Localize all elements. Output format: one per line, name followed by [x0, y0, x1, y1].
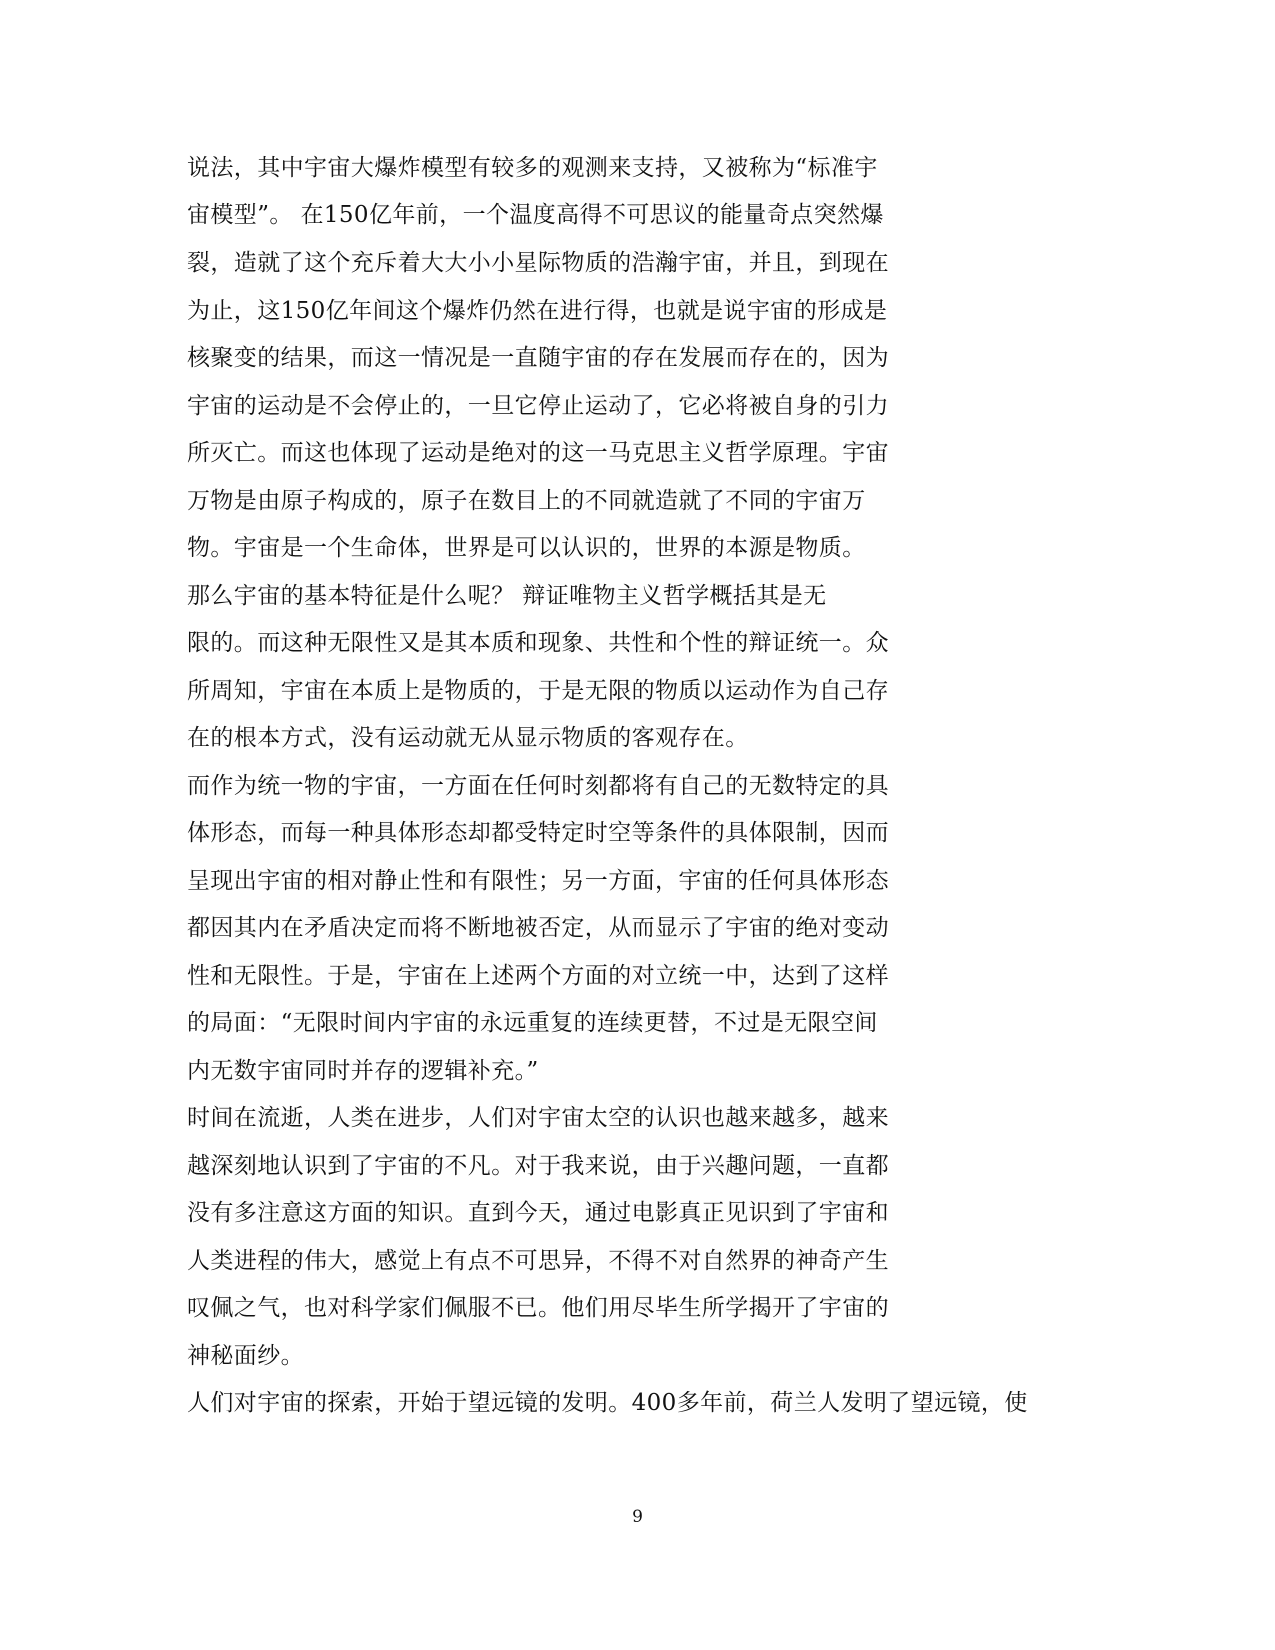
- text-line: 物。宇宙是一个生命体，世界是可以认识的，世界的本源是物质。: [187, 535, 866, 561]
- text-line: 而作为统一物的宇宙，一方面在任何时刻都将有自己的无数特定的具: [187, 773, 889, 799]
- text-line: 宙模型”。 在150亿年前，一个温度高得不可思议的能量奇点突然爆: [187, 202, 884, 228]
- text-line: 在的根本方式，没有运动就无从显示物质的客观存在。: [187, 725, 749, 751]
- text-line: 裂，造就了这个充斥着大大小小星际物质的浩瀚宇宙，并且，到现在: [187, 250, 889, 276]
- text-line: 时间在流逝，人类在进步，人们对宇宙太空的认识也越来越多，越来: [187, 1105, 889, 1131]
- text-line: 神秘面纱。: [187, 1343, 304, 1369]
- text-line: 核聚变的结果，而这一情况是一直随宇宙的存在发展而存在的，因为: [187, 345, 889, 371]
- text-line: 人类进程的伟大，感觉上有点不可思异，不得不对自然界的神奇产生: [187, 1248, 889, 1274]
- text-line: 越深刻地认识到了宇宙的不凡。对于我来说，由于兴趣问题，一直都: [187, 1153, 889, 1179]
- text-line: 那么宇宙的基本特征是什么呢？ 辩证唯物主义哲学概括其是无: [187, 583, 827, 609]
- page-number: 9: [632, 1507, 643, 1527]
- text-line: 呈现出宇宙的相对静止性和有限性；另一方面，宇宙的任何具体形态: [187, 868, 889, 894]
- text-line: 叹佩之气，也对科学家们佩服不已。他们用尽毕生所学揭开了宇宙的: [187, 1295, 889, 1321]
- text-line: 没有多注意这方面的知识。直到今天，通过电影真正见识到了宇宙和: [187, 1200, 889, 1226]
- text-line: 内无数宇宙同时并存的逻辑补充。”: [187, 1058, 539, 1084]
- text-line: 人们对宇宙的探索，开始于望远镜的发明。400多年前，荷兰人发明了望远镜，使: [187, 1390, 1028, 1416]
- text-line: 性和无限性。于是，宇宙在上述两个方面的对立统一中，达到了这样: [187, 963, 889, 989]
- text-line: 所周知，宇宙在本质上是物质的，于是无限的物质以运动作为自己存: [187, 678, 889, 704]
- text-line: 限的。而这种无限性又是其本质和现象、共性和个性的辩证统一。众: [187, 630, 889, 656]
- text-line: 为止，这150亿年间这个爆炸仍然在进行得，也就是说宇宙的形成是: [187, 298, 888, 324]
- text-line: 体形态，而每一种具体形态却都受特定时空等条件的具体限制，因而: [187, 820, 889, 846]
- text-line: 都因其内在矛盾决定而将不断地被否定，从而显示了宇宙的绝对变动: [187, 915, 889, 941]
- text-line: 万物是由原子构成的，原子在数目上的不同就造就了不同的宇宙万: [187, 488, 866, 514]
- text-line: 说法，其中宇宙大爆炸模型有较多的观测来支持，又被称为“标准宇: [187, 155, 878, 181]
- text-line: 所灭亡。而这也体现了运动是绝对的这一马克思主义哲学原理。宇宙: [187, 440, 889, 466]
- text-line: 宇宙的运动是不会停止的，一旦它停止运动了，它必将被自身的引力: [187, 393, 889, 419]
- text-line: 的局面：“无限时间内宇宙的永远重复的连续更替，不过是无限空间: [187, 1010, 878, 1036]
